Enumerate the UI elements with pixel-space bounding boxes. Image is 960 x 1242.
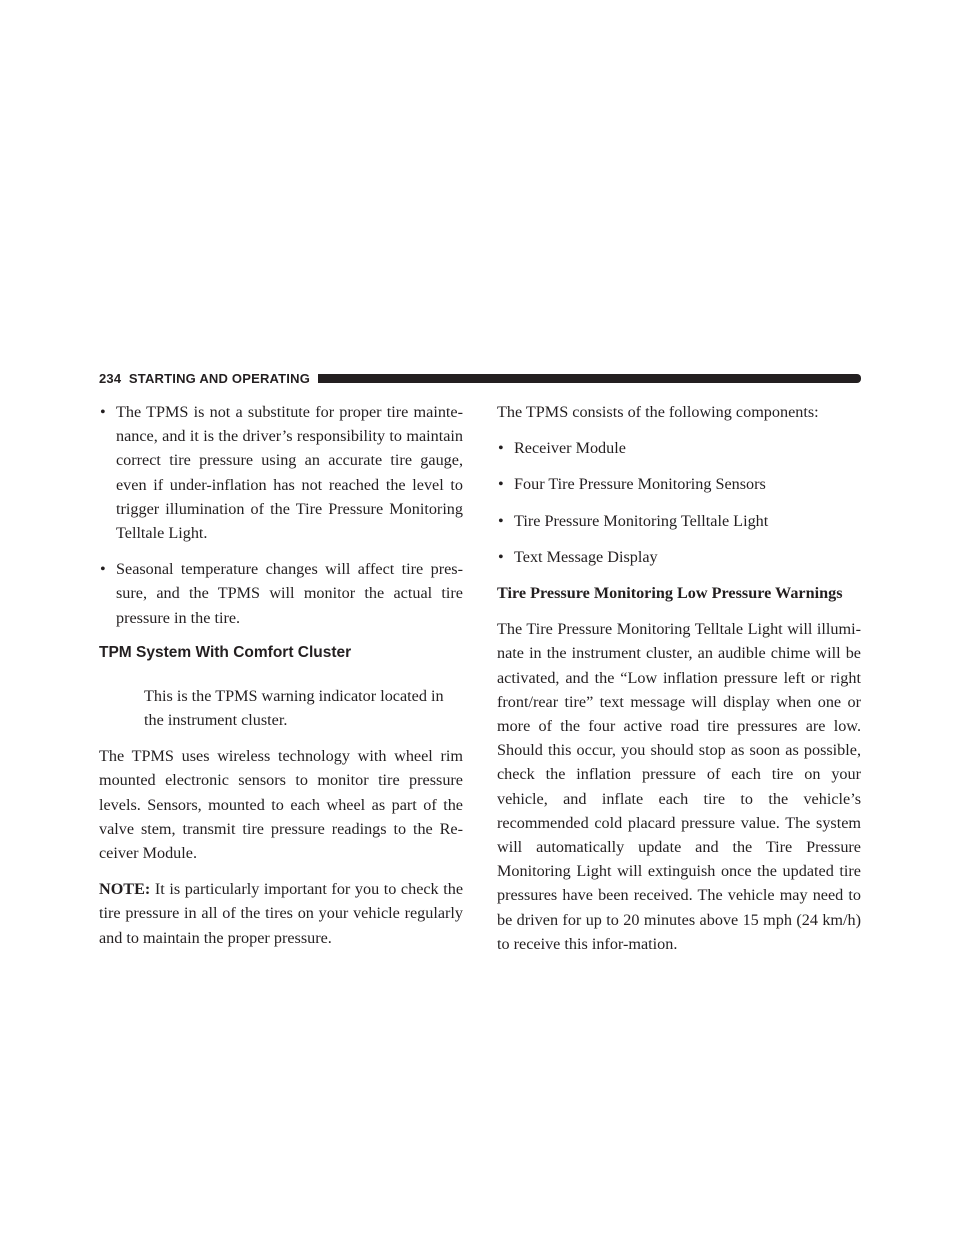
paragraph: The TPMS uses wireless technology with wheel rim mounted electronic sensors to monitor tire pressure levels. Sensors, mounted to each wheel as part of the valve stem, transmit tire pressure readings to the Re-ceiver Module. bbox=[99, 747, 463, 863]
list-item bbox=[497, 472, 861, 496]
component-name: Text Message Display bbox=[514, 547, 658, 566]
subsection-heading: Tire Pressure Monitoring Low Pressure Warnings bbox=[497, 584, 843, 603]
left-column bbox=[99, 400, 463, 962]
page-header bbox=[99, 371, 861, 387]
note-label: NOTE: bbox=[99, 880, 151, 899]
section-heading: TPM System With Comfort Cluster bbox=[99, 643, 352, 661]
header-rule bbox=[299, 374, 861, 383]
header-label bbox=[99, 371, 318, 387]
list-item bbox=[497, 545, 861, 569]
note-text: It is particularly important for you to check the tire pressure in all of the tires on your vehicle regularly and to maintain the proper pressure. bbox=[99, 880, 464, 947]
bullet-text: The TPMS is not a substitute for proper tire mainte-nance, and it is the driver’s responsibility to maintain correct tire pressure using an accurate tire gauge, even if under-inflation has not reached the level to trigger illumination of the Tire Pressure Monitoring Telltale Light. bbox=[116, 403, 463, 543]
bullet-text: Seasonal temperature changes will affect tire pres-sure, and the TPMS will monitor the actual tire pressure in the tire. bbox=[116, 560, 463, 627]
component-name: Four Tire Pressure Monitoring Sensors bbox=[514, 475, 766, 494]
list-item bbox=[99, 557, 463, 630]
bullet-icon: • bbox=[498, 475, 504, 494]
bullet-icon: • bbox=[100, 560, 106, 579]
section-title: STARTING AND OPERATING bbox=[128, 371, 311, 386]
component-name: Receiver Module bbox=[514, 439, 626, 458]
list-item bbox=[497, 436, 861, 460]
note-paragraph bbox=[99, 877, 463, 950]
indicator-description: This is the TPMS warning indicator located in the instrument cluster. bbox=[144, 686, 444, 730]
right-column bbox=[497, 400, 861, 968]
bullet-icon: • bbox=[498, 439, 504, 458]
bullet-icon: • bbox=[498, 511, 504, 530]
paragraph: The Tire Pressure Monitoring Telltale Light will illumi-nate in the instrument cluster, an audible chime will be activated, and the “Low inflation pressure left or right front/rear tire” text message will display when one or more of the four active road tire pressures are low. Should this occur, you should stop as soon as possible, check the inflation pressure of each tire on your vehicle, and inflate each tire to the vehicle’s recommended cold placard pressure value. The system will automatically update and the Tire Pressure Monitoring Light will extinguish once the updated tire pressures have been received. The vehicle may need to be driven for up to 20 minutes above 15 mph (24 km/h) to receive this infor-mation. bbox=[497, 620, 861, 953]
components-intro: The TPMS consists of the following components: bbox=[497, 403, 819, 421]
bullet-icon: • bbox=[100, 403, 106, 421]
list-item bbox=[497, 509, 861, 533]
component-name: Tire Pressure Monitoring Telltale Light bbox=[514, 511, 769, 530]
bullet-icon: • bbox=[498, 547, 504, 566]
list-item bbox=[99, 400, 463, 545]
page-number: 234 bbox=[99, 371, 122, 386]
